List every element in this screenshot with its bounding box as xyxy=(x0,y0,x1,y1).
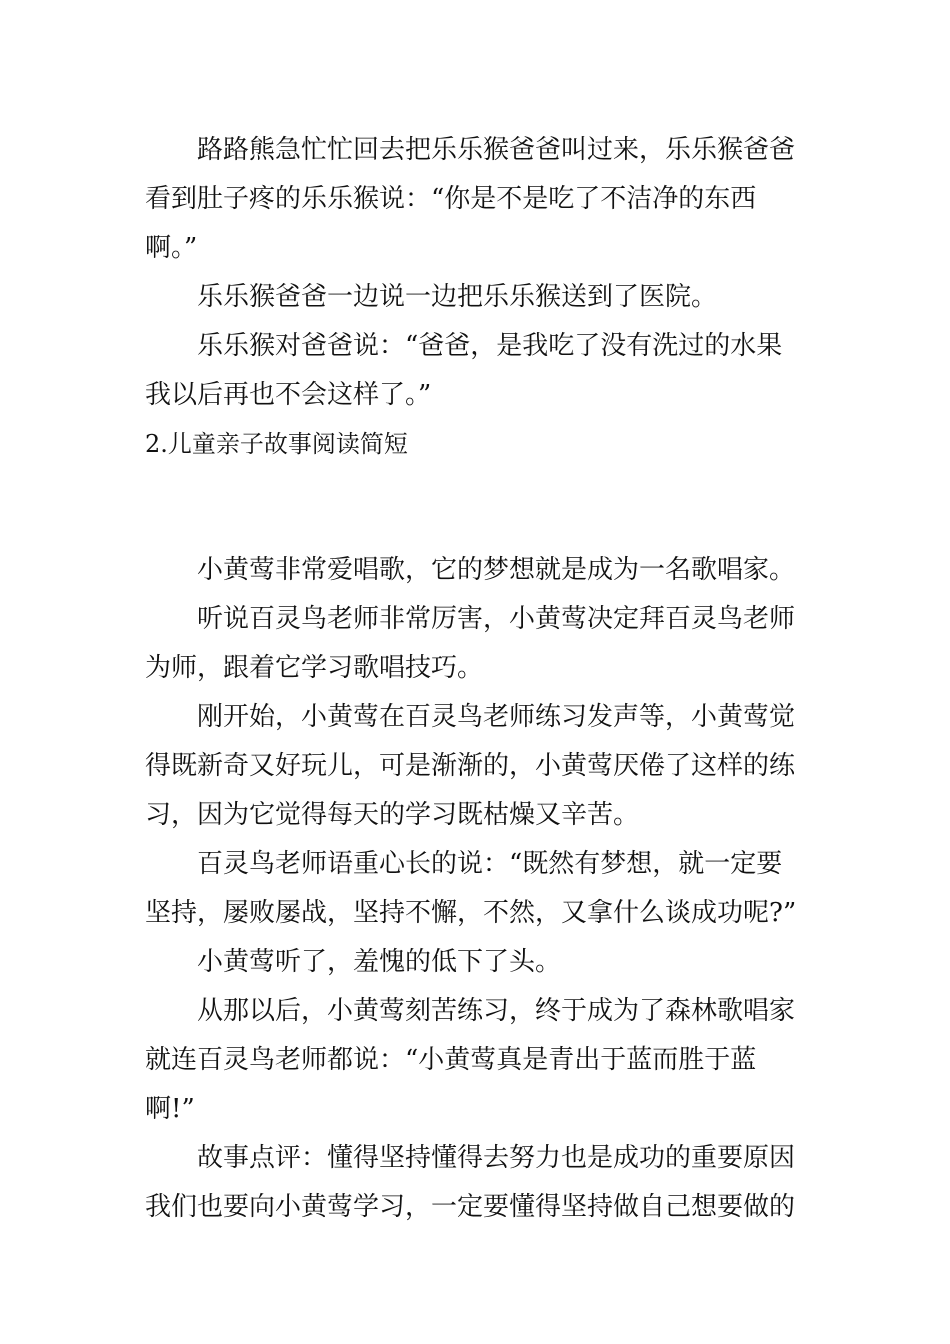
paragraph xyxy=(145,840,810,938)
text-line: 从那以后，小黄莺刻苦练习，终于成为了森林歌唱家 xyxy=(197,996,796,1026)
story-2 xyxy=(145,546,810,1232)
text-line: 小黄莺听了，羞愧的低下了头。 xyxy=(197,947,562,977)
text-line: 习，因为它觉得每天的学习既枯燥又辛苦。 xyxy=(145,800,640,830)
text-line: 听说百灵鸟老师非常厉害，小黄莺决定拜百灵鸟老师 xyxy=(197,604,796,634)
story-1-continuation xyxy=(145,126,810,420)
text-line: 路路熊急忙忙回去把乐乐猴爸爸叫过来，乐乐猴爸爸 xyxy=(197,135,796,165)
text-line: 我以后再也不会这样了。” xyxy=(145,380,432,410)
text-line: 我们也要向小黄莺学习，一定要懂得坚持做自己想要做的 xyxy=(145,1192,796,1222)
paragraph xyxy=(145,322,810,420)
text-line: 啊。” xyxy=(145,233,198,263)
paragraph xyxy=(145,273,810,322)
text-line: 百灵鸟老师语重心长的说：“既然有梦想，就一定要 xyxy=(197,849,783,879)
text-line: 坚持，屡败屡战，坚持不懈，不然，又拿什么谈成功呢?” xyxy=(145,898,797,928)
text-line: 刚开始，小黄莺在百灵鸟老师练习发声等，小黄莺觉 xyxy=(197,702,796,732)
spacer xyxy=(145,469,810,546)
paragraph xyxy=(145,595,810,693)
text-line: 乐乐猴爸爸一边说一边把乐乐猴送到了医院。 xyxy=(197,282,718,312)
paragraph xyxy=(145,938,810,987)
text-line: 就连百灵鸟老师都说：“小黄莺真是青出于蓝而胜于蓝 xyxy=(145,1045,757,1075)
paragraph xyxy=(145,546,810,595)
text-line: 乐乐猴对爸爸说：“爸爸，是我吃了没有洗过的水果 xyxy=(197,331,783,361)
section-heading: 2.儿童亲子故事阅读简短 xyxy=(145,430,408,458)
paragraph xyxy=(145,126,810,273)
text-line: 小黄莺非常爱唱歌，它的梦想就是成为一名歌唱家。 xyxy=(197,555,796,585)
text-line: 啊!” xyxy=(145,1094,195,1124)
document-body xyxy=(145,126,810,1232)
paragraph xyxy=(145,693,810,840)
text-line: 为师，跟着它学习歌唱技巧。 xyxy=(145,653,484,683)
paragraph xyxy=(145,1134,810,1232)
text-line: 故事点评：懂得坚持懂得去努力也是成功的重要原因 xyxy=(197,1143,796,1173)
text-line: 得既新奇又好玩儿，可是渐渐的，小黄莺厌倦了这样的练 xyxy=(145,751,796,781)
paragraph xyxy=(145,987,810,1134)
text-line: 看到肚子疼的乐乐猴说：“你是不是吃了不洁净的东西 xyxy=(145,184,757,214)
